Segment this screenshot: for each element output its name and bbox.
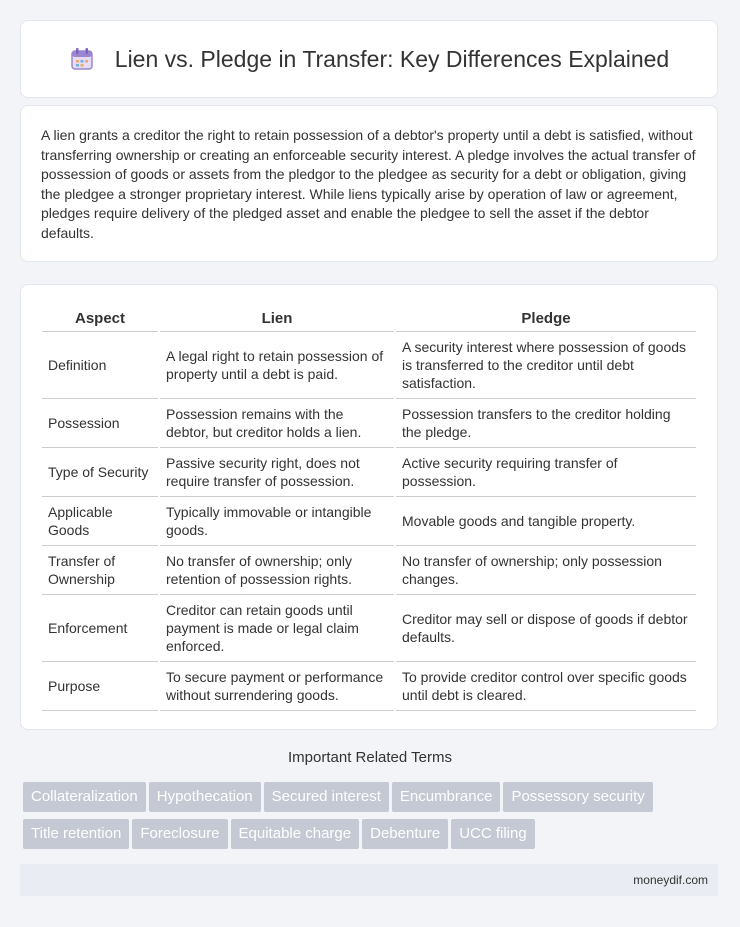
cell-lien: No transfer of ownership; only retention of possession rights.	[160, 546, 394, 595]
related-term-tag[interactable]: Equitable charge	[231, 819, 360, 849]
cell-lien: Passive security right, does not require transfer of possession.	[160, 448, 394, 497]
cell-aspect: Possession	[42, 399, 158, 448]
related-term-tag[interactable]: Secured interest	[264, 782, 389, 812]
table-card	[20, 284, 718, 730]
cell-pledge: Possession transfers to the creditor holding the pledge.	[396, 399, 696, 448]
related-term-tag[interactable]: Encumbrance	[392, 782, 501, 812]
cell-pledge: A security interest where possession of goods is transferred to the creditor until debt satisfaction.	[396, 332, 696, 399]
cell-pledge: No transfer of ownership; only possession changes.	[396, 546, 696, 595]
related-terms-list	[23, 782, 723, 856]
table-header-row	[42, 305, 696, 332]
cell-lien: To secure payment or performance without surrendering goods.	[160, 662, 394, 711]
header-pledge: Pledge	[396, 305, 696, 332]
cell-aspect: Applicable Goods	[42, 497, 158, 546]
related-term-tag[interactable]: Hypothecation	[149, 782, 261, 812]
footer	[20, 864, 718, 896]
related-term-tag[interactable]: Foreclosure	[132, 819, 227, 849]
table-row	[42, 497, 696, 546]
table-row	[42, 546, 696, 595]
title-text: Lien vs. Pledge in Transfer: Key Differences Explained	[114, 45, 670, 72]
intro-card	[20, 105, 718, 262]
cell-lien: Creditor can retain goods until payment is made or legal claim enforced.	[160, 595, 394, 662]
table-row	[42, 595, 696, 662]
cell-aspect: Definition	[42, 332, 158, 399]
footer-site[interactable]: moneydif.com	[633, 873, 708, 887]
table-row	[42, 448, 696, 497]
cell-lien: A legal right to retain possession of property until a debt is paid.	[160, 332, 394, 399]
table-row	[42, 332, 696, 399]
header-lien: Lien	[160, 305, 394, 332]
cell-pledge: Creditor may sell or dispose of goods if debtor defaults.	[396, 595, 696, 662]
cell-pledge: To provide creditor control over specific goods until debt is cleared.	[396, 662, 696, 711]
cell-pledge: Movable goods and tangible property.	[396, 497, 696, 546]
intro-text: A lien grants a creditor the right to retain possession of a debtor's property until a debt is satisfied, without transferring ownership or creating an enforceable security interest. A pledge involves the actual transfer of possession of goods or assets from the pledgor to the pledgee as security for a debt or obligation, giving the pledgee a stronger proprietary interest. While liens typically arise by operation of law or agreement, pledges require delivery of the pledged asset and enable the pledgee to sell the asset if the debtor defaults.	[41, 127, 696, 241]
related-term-tag[interactable]: Debenture	[362, 819, 448, 849]
table-row	[42, 662, 696, 711]
cell-pledge: Active security requiring transfer of possession.	[396, 448, 696, 497]
cell-aspect: Enforcement	[42, 595, 158, 662]
calendar-icon	[69, 46, 95, 72]
cell-aspect: Transfer of Ownership	[42, 546, 158, 595]
cell-aspect: Purpose	[42, 662, 158, 711]
table-row	[42, 399, 696, 448]
related-term-tag[interactable]: UCC filing	[451, 819, 535, 849]
related-term-tag[interactable]: Possessory security	[503, 782, 652, 812]
cell-lien: Possession remains with the debtor, but creditor holds a lien.	[160, 399, 394, 448]
related-term-tag[interactable]: Collateralization	[23, 782, 146, 812]
cell-lien: Typically immovable or intangible goods.	[160, 497, 394, 546]
comparison-table	[40, 305, 698, 711]
page-title	[69, 46, 669, 73]
related-terms-title: Important Related Terms	[288, 749, 452, 766]
related-term-tag[interactable]: Title retention	[23, 819, 129, 849]
cell-aspect: Type of Security	[42, 448, 158, 497]
header-aspect: Aspect	[42, 305, 158, 332]
title-card	[20, 20, 718, 98]
